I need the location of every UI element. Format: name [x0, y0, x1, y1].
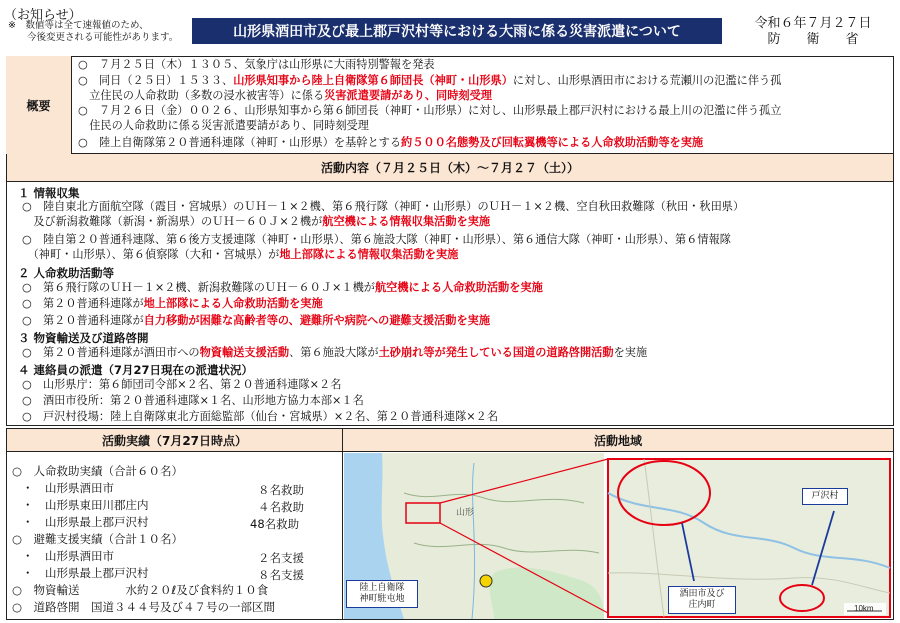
summary-line: 住民の人命救助に係る災害派遣要請があり、同時刻受理	[78, 119, 369, 132]
result-value: ８名救助	[258, 483, 304, 497]
section-heading: ４ 連絡員の派遣（7月27日現在の派遣状況）	[18, 363, 254, 377]
summary-label: 概要	[6, 56, 72, 154]
date-text: 令和６年７月２７日	[754, 16, 872, 31]
org-text: 防 衛 省	[767, 32, 859, 47]
result-line: ○ 道路啓開 国道３４４号及び４７号の一部区間	[12, 600, 276, 614]
summary-line: ○ ７月２５日（木）１３０５、気象庁は山形県に大雨特別警報を発表	[78, 58, 435, 71]
activity-line: ○ 第６飛行隊のＵＨ－１×２機、新潟救難隊のＵＨ－６０Ｊ×１機が航空機による人命救助活動を実施	[22, 281, 543, 294]
result-line: ・ 山形県最上郡戸沢村	[22, 515, 149, 529]
base-label: 陸上自衛隊 神町駐屯地	[346, 580, 418, 608]
result-line: ・ 山形県酒田市	[22, 549, 114, 563]
activity-line: ○ 第２０普通科連隊が地上部隊による人命救助活動を実施	[22, 297, 323, 310]
section-heading: ３ 物資輸送及び道路啓開	[18, 331, 149, 345]
result-line: ・ 山形県東田川郡庄内	[22, 498, 149, 512]
notice-label: （お知らせ）	[4, 8, 82, 23]
activity-line: 及び新潟救難隊（新潟・新潟県）のＵＨ－６０Ｊ×２機が航空機による情報収集活動を実施	[22, 215, 491, 228]
result-line: ○ 物資輸送 水約２０ℓ及び食料約１０食	[12, 583, 269, 597]
activities-header: 活動内容（７月２５日（木）～７月２７（土））	[6, 154, 894, 182]
scale-label: 10km	[854, 604, 874, 613]
result-line: ○ 避難支援実績（合計１０名）	[12, 532, 184, 546]
result-line: ○ 人命救助実績（合計６０名）	[12, 464, 184, 478]
disclaimer-note: ※ 数値等は全て速報値のため、 今後変更される可能性があります。	[8, 20, 179, 43]
result-value: ８名支援	[258, 568, 304, 582]
date-org	[733, 16, 893, 48]
result-value: 48名救助	[250, 517, 300, 531]
summary-line: ○ 同日（２５日）１５３３、山形県知事から陸上自衛隊第６師団長（神町・山形県）に対し、山形県酒田市における荒瀬川の氾濫に伴う孤	[78, 74, 782, 87]
activity-line: ○ 陸自第２０普通科連隊、第６後方支援連隊（神町・山形県）、第６施設大隊（神町・山形県）、第６通信大隊（神町・山形県）、第６情報隊	[22, 233, 731, 246]
result-line: ・ 山形県酒田市	[22, 481, 114, 495]
activity-line: ○ 第２０普通科連隊が酒田市への物資輸送支援活動、第６施設大隊が土砂崩れ等が発生している国道の道路啓開活動を実施	[22, 346, 648, 359]
result-value: ２名支援	[258, 551, 304, 565]
result-value: ４名救助	[258, 500, 304, 514]
area-header: 活動地域	[343, 428, 894, 452]
activity-line: ○ 山形県庁：第６師団司令部×２名、第２０普通科連隊×２名	[22, 378, 342, 391]
result-line: ・ 山形県最上郡戸沢村	[22, 566, 149, 580]
activity-line: ○ 第２０普通科連隊が自力移動が困難な高齢者等の、避難所や病院への避難支援活動を実施	[22, 314, 491, 327]
activity-line: ○ 酒田市役所：第２０普通科連隊×１名、山形地方協力本部×１名	[22, 394, 364, 407]
summary-line: 立住民の人命救助（多数の浸水被害等）に係る災害派遣要請があり、同時刻受理	[78, 89, 492, 102]
base-marker	[480, 575, 492, 587]
tozawa-label: 戸沢村	[802, 488, 848, 505]
activity-line: ○ 戸沢村役場：陸上自衛隊東北方面総監部（仙台・宮城県）×２名、第２０普通科連隊×２名	[22, 410, 499, 423]
activity-line: ○ 陸自東北方面航空隊（霞目・宮城県）のＵＨ－１×２機、第６飛行隊（神町・山形県）のＵＨ－１×２機、空自秋田救難隊（秋田・秋田県）	[22, 200, 745, 213]
results-header: 活動実績（7月27日時点）	[6, 428, 343, 452]
page-title: 山形県酒田市及び最上郡戸沢村等における大雨に係る災害派遣について	[192, 18, 722, 44]
activity-map	[344, 453, 893, 619]
sakata-label: 酒田市及び 庄内町	[668, 586, 736, 614]
summary-line: ○ ７月２６日（金）００２６、山形県知事から第６師団長（神町・山形県）に対し、山形県最上郡戸沢村における最上川の氾濫に伴う孤立	[78, 104, 782, 117]
section-heading: ２ 人命救助活動等	[18, 266, 115, 280]
section-heading: １ 情報収集	[18, 186, 80, 200]
summary-line: ○ 陸上自衛隊第２０普通科連隊（神町・山形県）を基幹とする約５００名態勢及び回転翼機等による人命救助活動等を実施	[78, 136, 704, 149]
map-label-yamagata: 山形	[456, 507, 475, 517]
activity-line: （神町・山形県）、第６偵察隊（大和・宮城県）が地上部隊による情報収集活動を実施	[22, 248, 459, 261]
